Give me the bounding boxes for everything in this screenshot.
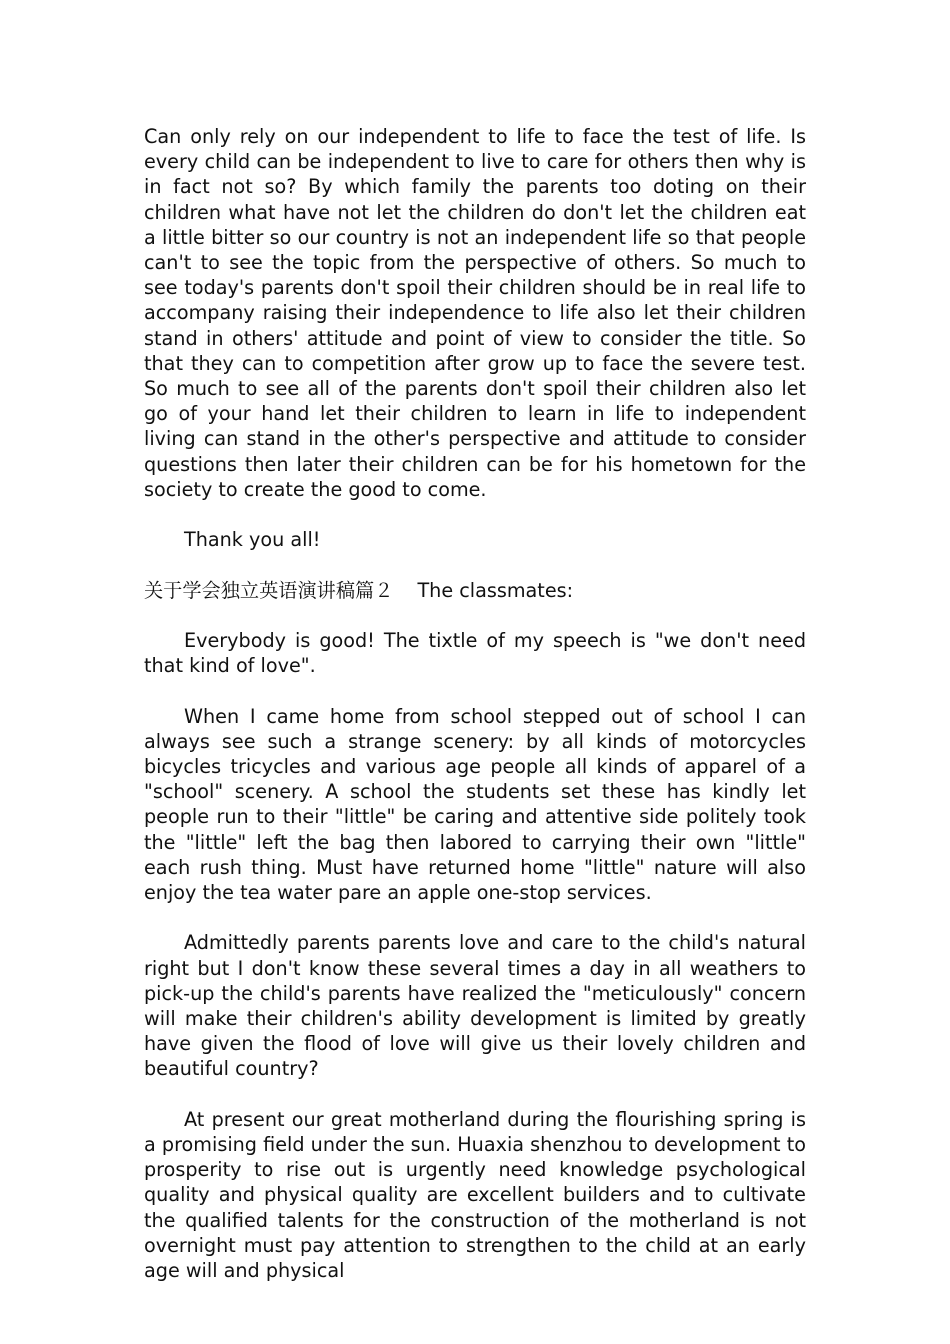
body-paragraph-1: Can only rely on our independent to life to face the test of life. Is every child can be independent to live to care for others then why is in fact not so? By which family the parents too doting on their children what have not let the children do don't let the children eat a little bitter so our country is not an independent life so that people can't to see the topic from the perspective of others. So much to see today's parents don't spoil their children should be in real life to accompany raising their independence to life also let their children stand in others' attitude and point of view to consider the title. So that they can to competition after grow up to face the severe test. So much to see all of the parents don't spoil their children also let go of your hand let their children to learn in life to independent living can stand in the other's perspective and attitude to consider questions then later their children can be for his hometown for the society to create the good to come. (144, 125, 806, 501)
body-paragraph-4: Admittedly parents parents love and care to the child's natural right but I don't know these several times a day in all weathers to pick-up the child's parents have realized the "meticulously" concern will make their children's ability development is limited by greatly have given the flood of love will give us their lovely children and beautiful country? (144, 931, 806, 1081)
paragraph-spacer (144, 905, 806, 930)
paragraph-spacer (144, 502, 806, 527)
section-title: 关于学会独立英语演讲稿篇２ (144, 578, 394, 602)
paragraph-spacer (144, 1082, 806, 1107)
body-paragraph-2: Everybody is good! The tixtle of my speech is "we don't need that kind of love". (144, 629, 806, 678)
section-heading (144, 578, 806, 603)
closing-line: Thank you all! (184, 528, 321, 552)
greeting: The classmates: (417, 578, 574, 602)
document-body (144, 124, 806, 1283)
body-paragraph-3: When I came home from school stepped out of school I can always see such a strange scenery: by all kinds of motorcycles bicycles tricycles and various age people all kinds of apparel of a "school" scenery. A school the students set these has kindly let people run to their "little" be caring and attentive side politely took the "little" left the bag then labored to carrying their own "little" each rush thing. Must have returned home "little" nature will also enjoy the tea water pare an apple one-stop services. (144, 704, 806, 905)
paragraph-spacer (144, 678, 806, 703)
paragraph-spacer (144, 552, 806, 577)
body-paragraph-5: At present our great motherland during the flourishing spring is a promising field under the sun. Huaxia shenzhou to development to prosperity to rise out is urgently need knowledge psychological quality and physical quality are excellent builders and to cultivate the qualified talents for the construction of the motherland is not overnight must pay attention to strengthen to the child at an early age will and physical (144, 1107, 806, 1283)
paragraph-spacer (144, 603, 806, 628)
